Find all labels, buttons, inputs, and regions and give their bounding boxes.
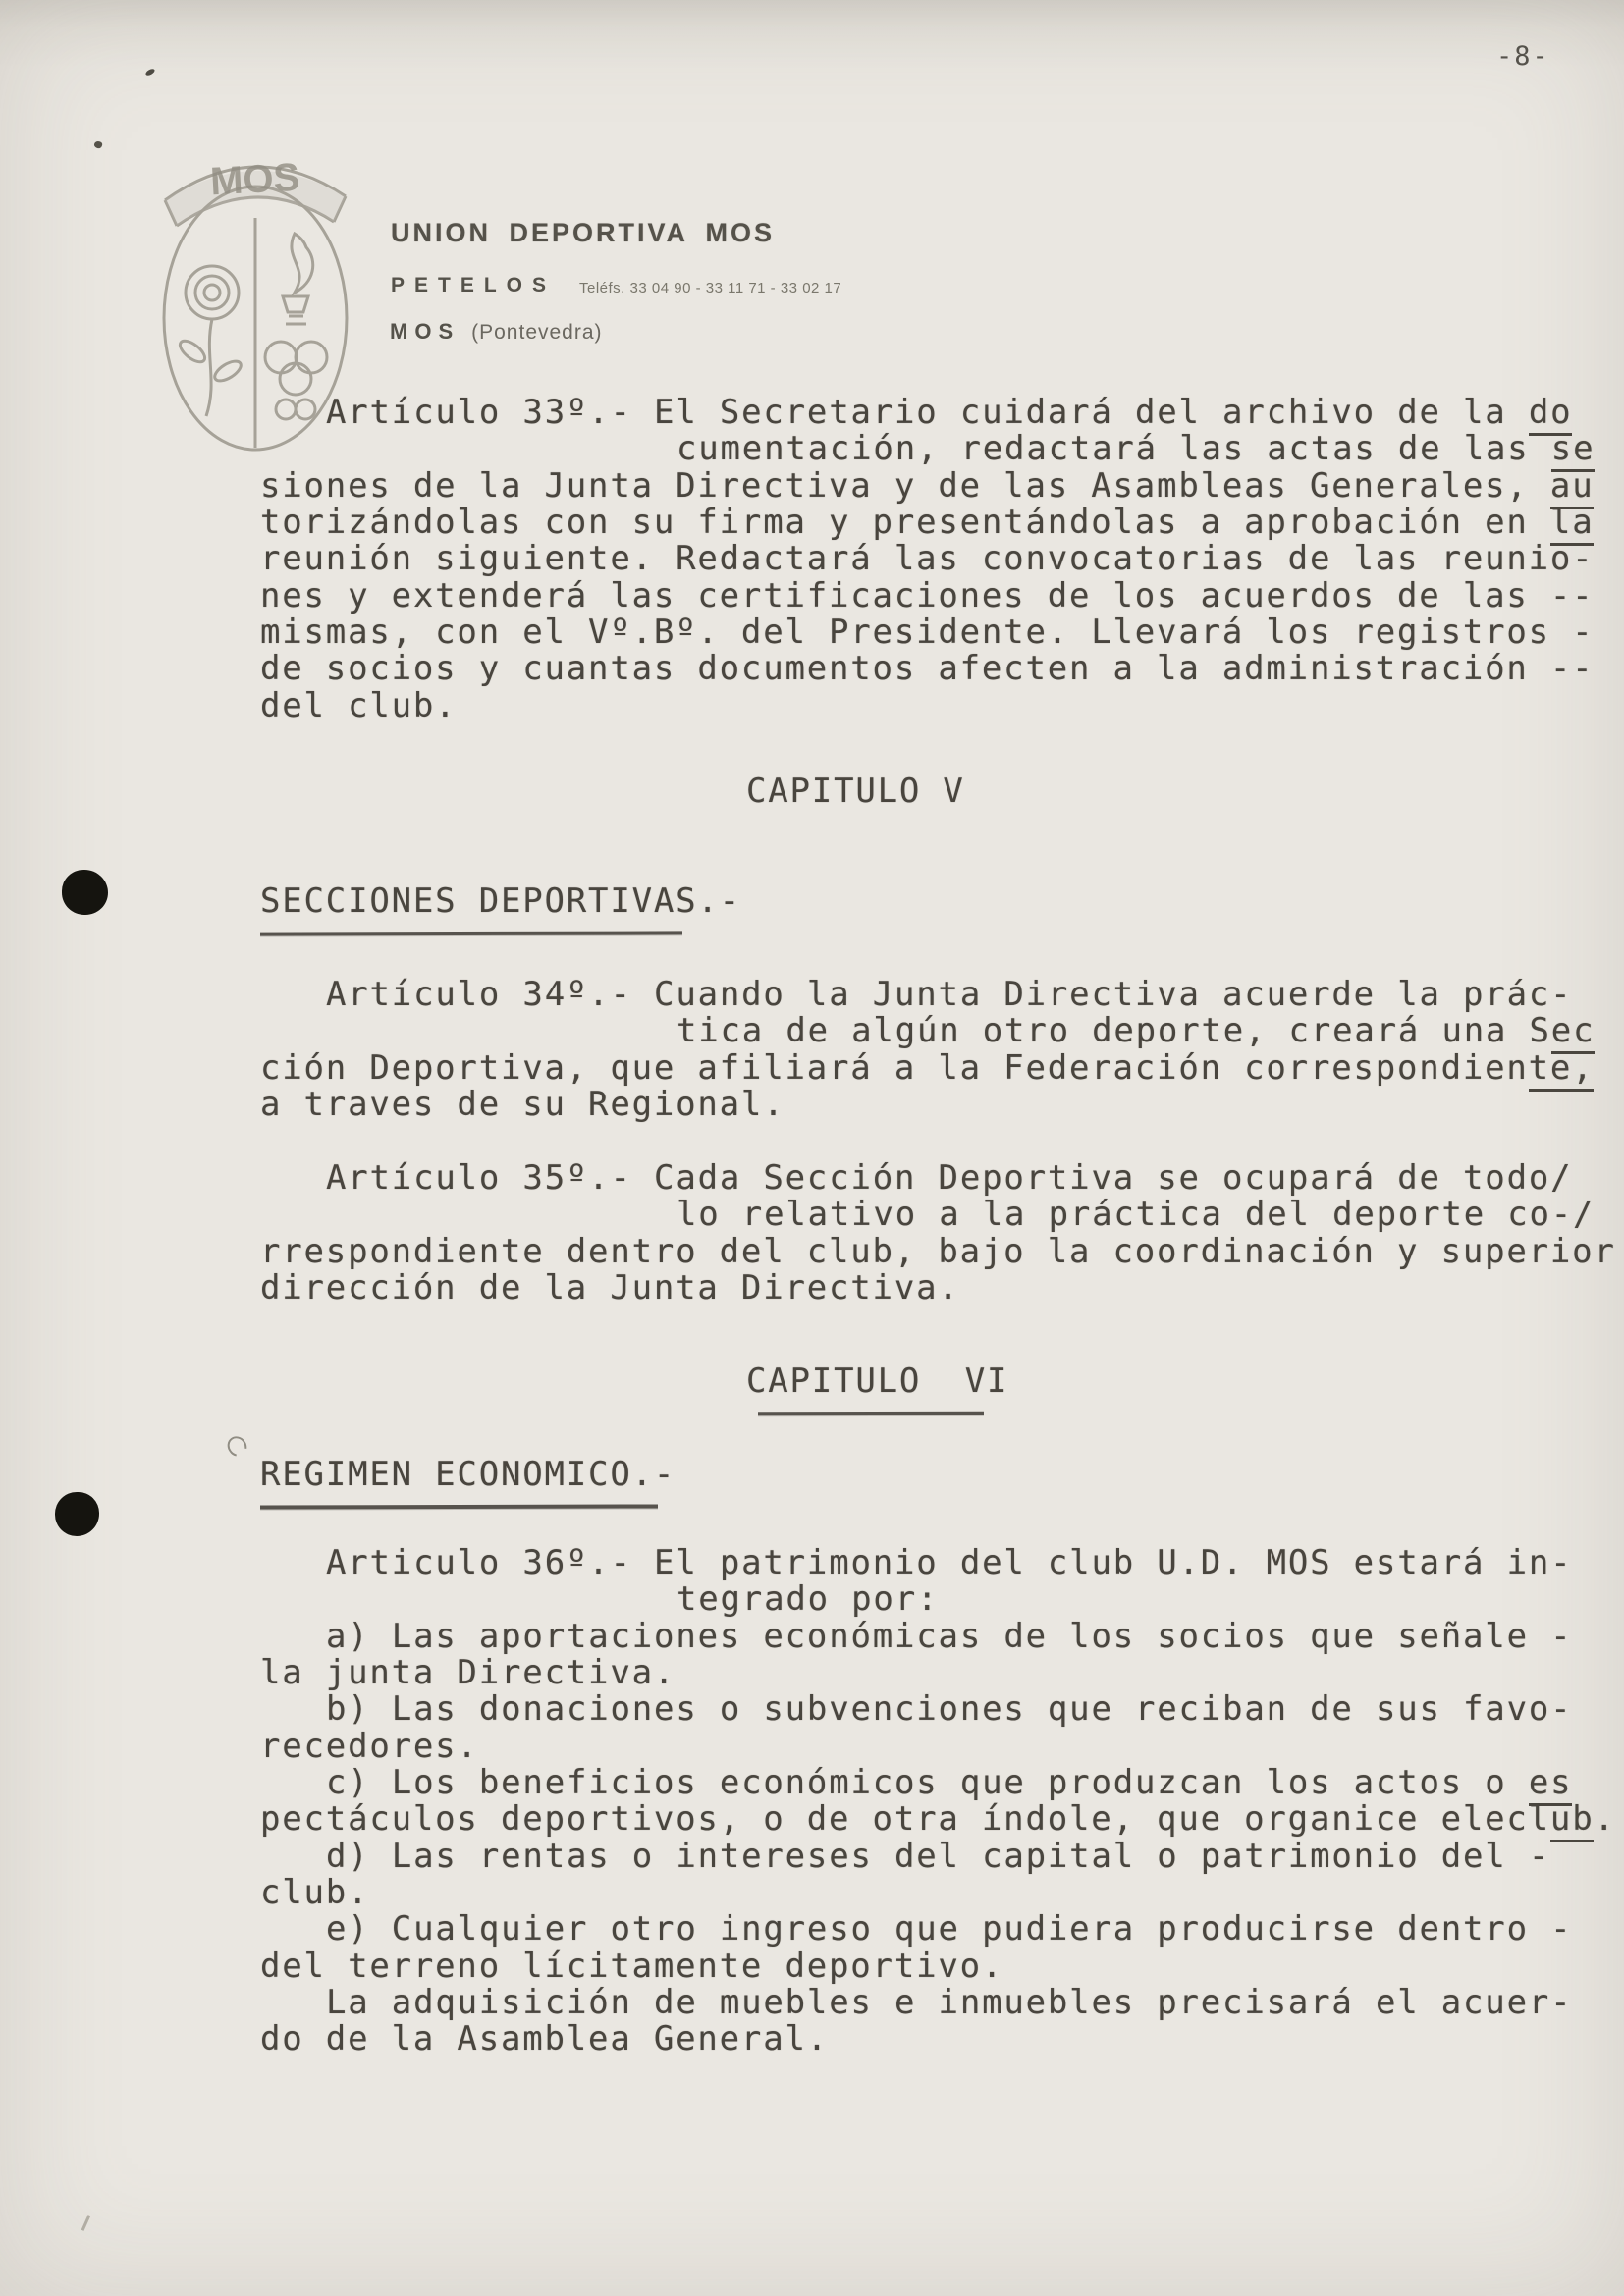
article-36-item-c: c) Los beneficios económicos que produzcan los actos o es xyxy=(326,1765,1572,1801)
letterhead-town-row xyxy=(390,319,603,345)
article-33-line: reunión siguiente. Redactará las convocatorias de las reunio- xyxy=(260,539,1595,578)
ink-speck xyxy=(81,2215,91,2231)
letterhead-location-row xyxy=(391,274,842,297)
article-33-line: cumentación, redactará las actas de las se xyxy=(677,431,1595,467)
article-34-line: Artículo 34º.- Cuando la Junta Directiva acuerde la prác- xyxy=(326,975,1573,1014)
letterhead-phones: Teléfs. 33 04 90 - 33 11 71 - 33 02 17 xyxy=(579,280,842,296)
ink-speck xyxy=(93,140,103,149)
letterhead-town: MOS xyxy=(390,319,460,344)
article-36-item-d: club. xyxy=(260,1873,370,1912)
chapter-vi-underline xyxy=(758,1412,984,1416)
article-33-line: de socios y cuantas documentos afecten a la administración -- xyxy=(260,649,1595,688)
logo-monogram: MOS xyxy=(208,155,301,204)
article-35-line: lo relativo a la práctica del deporte co-/ xyxy=(677,1195,1596,1234)
secciones-underline xyxy=(260,931,682,935)
letterhead-club-name: UNION DEPORTIVA MOS xyxy=(391,218,776,247)
article-34-line: tica de algún otro deporte, creará una Sec xyxy=(677,1013,1595,1049)
letterhead-province: (Pontevedra) xyxy=(471,321,603,344)
article-36-closing: La adquisición de muebles e inmuebles precisará el acuer- xyxy=(326,1983,1573,2022)
section-heading-secciones: SECCIONES DEPORTIVAS.- xyxy=(260,881,741,921)
hole-punch-dot xyxy=(62,870,108,915)
hole-punch-dot xyxy=(55,1492,99,1536)
regimen-underline xyxy=(260,1504,658,1509)
chapter-v-heading: CAPITULO V xyxy=(746,772,965,811)
article-36-item-b: recedores. xyxy=(260,1727,479,1766)
article-34-line: a traves de su Regional. xyxy=(260,1085,785,1124)
article-36-line: tegrado por: xyxy=(677,1579,940,1619)
article-33-line: torizándolas con su firma y presentándolas a aprobación en la xyxy=(260,505,1594,541)
article-33-line: del club. xyxy=(260,686,458,725)
article-35-line: Artículo 35º.- Cada Sección Deportiva se ocupará de todo/ xyxy=(326,1158,1573,1198)
article-33-line: siones de la Junta Directiva y de las Asambleas Generales, au xyxy=(260,468,1594,505)
article-35-line: dirección de la Junta Directiva. xyxy=(260,1268,960,1308)
article-33-line: Artículo 33º.- El Secretario cuidará del archivo de la do xyxy=(326,395,1572,431)
chapter-vi-heading: CAPITULO VI xyxy=(746,1362,1009,1401)
article-35-line: rrespondiente dentro del club, bajo la coordinación y superior xyxy=(260,1232,1616,1271)
article-36-item-c: pectáculos deportivos, o de otra índole, que organice eleclub. xyxy=(260,1801,1616,1838)
section-heading-regimen: REGIMEN ECONOMICO.- xyxy=(260,1455,677,1494)
article-36-item-a: la junta Directiva. xyxy=(260,1653,677,1692)
article-36-item-d: d) Las rentas o intereses del capital o patrimonio del - xyxy=(326,1837,1551,1876)
letterhead-location: PETELOS xyxy=(391,274,557,296)
article-36-item-a: a) Las aportaciones económicas de los socios que señale - xyxy=(326,1617,1573,1656)
ink-speck xyxy=(144,68,155,77)
article-36-line: Articulo 36º.- El patrimonio del club U.D. MOS estará in- xyxy=(326,1543,1573,1582)
article-36-item-e: del terreno lícitamente deportivo. xyxy=(260,1947,1004,1986)
page-number: -8- xyxy=(1496,41,1550,72)
article-36-item-b: b) Las donaciones o subvenciones que reciban de sus favo- xyxy=(326,1689,1573,1729)
article-36-item-e: e) Cualquier otro ingreso que pudiera producirse dentro - xyxy=(326,1909,1573,1949)
article-33-line: nes y extenderá las certificaciones de los acuerdos de las -- xyxy=(260,576,1595,615)
article-36-closing: do de la Asamblea General. xyxy=(260,2019,830,2058)
article-33-line: mismas, con el Vº.Bº. del Presidente. Llevará los registros - xyxy=(260,613,1595,652)
article-34-line: ción Deportiva, que afiliará a la Federación correspondiente, xyxy=(260,1050,1594,1087)
pencil-mark xyxy=(224,1432,251,1460)
